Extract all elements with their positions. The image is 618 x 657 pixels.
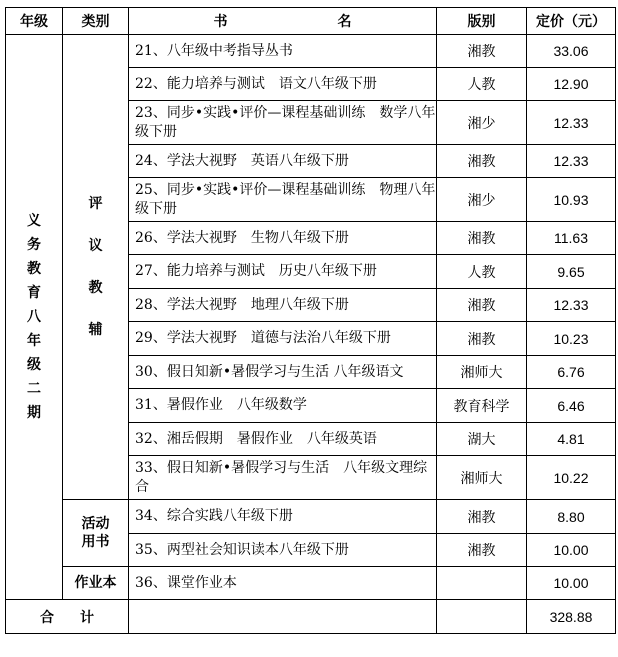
row-price: 12.90 xyxy=(527,68,616,101)
header-edition: 版别 xyxy=(437,8,527,35)
row-edition: 教育科学 xyxy=(437,389,527,423)
row-title: 26、学法大视野 生物八年级下册 xyxy=(129,222,437,255)
row-title: 23、同步•实践•评价—课程基础训练 数学八年级下册 xyxy=(129,101,437,145)
row-edition xyxy=(437,567,527,600)
row-edition: 湖大 xyxy=(437,423,527,456)
row-price: 10.93 xyxy=(527,178,616,222)
category-review-cell xyxy=(63,35,129,500)
row-edition: 人教 xyxy=(437,68,527,101)
row-edition: 湘师大 xyxy=(437,356,527,389)
row-price: 10.23 xyxy=(527,322,616,356)
header-title-left: 书 xyxy=(213,14,228,30)
row-price: 10.00 xyxy=(527,534,616,567)
total-label: 合计 xyxy=(6,600,129,634)
row-edition: 湘师大 xyxy=(437,456,527,500)
table-row xyxy=(6,35,616,68)
row-price: 4.81 xyxy=(527,423,616,456)
grade-cell xyxy=(6,35,63,600)
grade-label: 义务教育八年级二期 xyxy=(27,213,41,421)
row-price: 10.22 xyxy=(527,456,616,500)
row-edition: 湘少 xyxy=(437,101,527,145)
row-price: 12.33 xyxy=(527,101,616,145)
header-row xyxy=(6,8,616,35)
total-empty-edition xyxy=(437,600,527,634)
row-title: 25、同步•实践•评价—课程基础训练 物理八年级下册 xyxy=(129,178,437,222)
row-price: 12.33 xyxy=(527,289,616,322)
row-title: 29、学法大视野 道德与法治八年级下册 xyxy=(129,322,437,356)
row-title: 21、八年级中考指导丛书 xyxy=(129,35,437,68)
row-title: 33、假日知新•暑假学习与生活 八年级文理综合 xyxy=(129,456,437,500)
row-edition: 湘教 xyxy=(437,322,527,356)
row-price: 6.76 xyxy=(527,356,616,389)
row-edition: 湘少 xyxy=(437,178,527,222)
row-title: 30、假日知新•暑假学习与生活 八年级语文 xyxy=(129,356,437,389)
row-title: 32、湘岳假期 暑假作业 八年级英语 xyxy=(129,423,437,456)
total-row xyxy=(6,600,616,634)
row-edition: 湘教 xyxy=(437,534,527,567)
header-title xyxy=(129,8,437,35)
header-category: 类别 xyxy=(63,8,129,35)
row-title: 28、学法大视野 地理八年级下册 xyxy=(129,289,437,322)
category-homework: 作业本 xyxy=(63,567,129,600)
row-title: 36、课堂作业本 xyxy=(129,567,437,600)
category-activity: 活动用书 xyxy=(81,516,110,550)
row-edition: 人教 xyxy=(437,255,527,289)
row-price: 33.06 xyxy=(527,35,616,68)
row-price: 8.80 xyxy=(527,500,616,534)
row-price: 12.33 xyxy=(527,145,616,178)
total-price: 328.88 xyxy=(527,600,616,634)
table-row xyxy=(6,567,616,600)
row-edition: 湘教 xyxy=(437,500,527,534)
header-price: 定价（元） xyxy=(527,8,616,35)
book-price-table xyxy=(5,7,616,634)
category-review: 评议教辅 xyxy=(88,196,103,338)
header-title-right: 名 xyxy=(337,14,352,30)
row-title: 22、能力培养与测试 语文八年级下册 xyxy=(129,68,437,101)
row-price: 6.46 xyxy=(527,389,616,423)
row-title: 31、暑假作业 八年级数学 xyxy=(129,389,437,423)
row-title: 24、学法大视野 英语八年级下册 xyxy=(129,145,437,178)
category-activity-cell xyxy=(63,500,129,567)
row-edition: 湘教 xyxy=(437,145,527,178)
row-title: 34、综合实践八年级下册 xyxy=(129,500,437,534)
header-grade: 年级 xyxy=(6,8,63,35)
row-edition: 湘教 xyxy=(437,222,527,255)
row-title: 27、能力培养与测试 历史八年级下册 xyxy=(129,255,437,289)
row-edition: 湘教 xyxy=(437,289,527,322)
row-edition: 湘教 xyxy=(437,35,527,68)
row-title: 35、两型社会知识读本八年级下册 xyxy=(129,534,437,567)
table-row xyxy=(6,500,616,534)
row-price: 9.65 xyxy=(527,255,616,289)
row-price: 10.00 xyxy=(527,567,616,600)
total-empty-title xyxy=(129,600,437,634)
row-price: 11.63 xyxy=(527,222,616,255)
